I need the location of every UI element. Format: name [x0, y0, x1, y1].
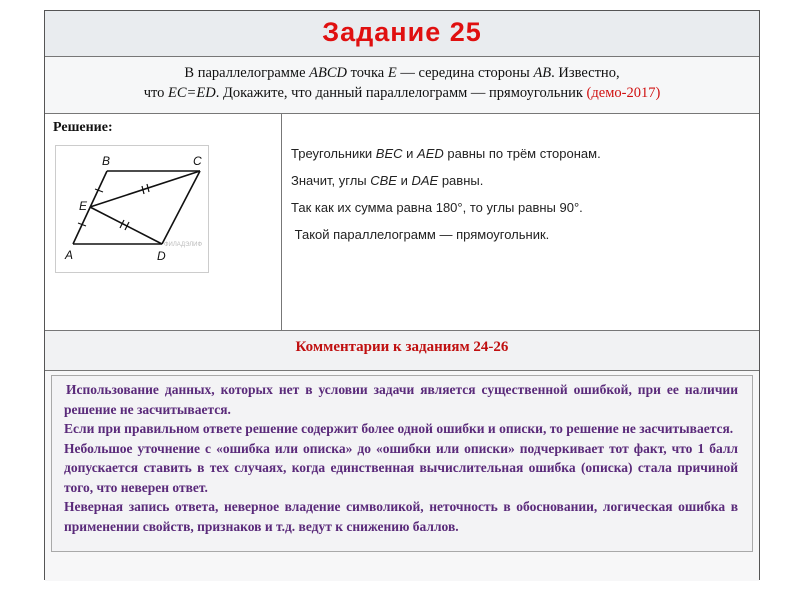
- solution-divider: [281, 114, 282, 330]
- solution-row: [45, 114, 759, 331]
- condition-line-1: В параллелограмме ABCD точка E — середина стороны AB. Известно,: [184, 65, 620, 81]
- parallelogram-figure: [55, 145, 209, 273]
- vertex-label-e: E: [79, 199, 88, 213]
- solution-line-4: Такой параллелограмм — прямоугольник.: [291, 227, 550, 242]
- comments-box: [51, 375, 753, 552]
- solution-label: Решение:: [53, 120, 113, 135]
- comments-heading: Комментарии к заданиям 24-26: [295, 339, 509, 355]
- segment-ed: [90, 207, 162, 244]
- vertex-label-d: D: [157, 249, 166, 263]
- figure-watermark: ФИЛАДЭЛИФ: [164, 242, 203, 248]
- solution-line-3: Так как их сумма равна 180°, то углы равны 90°.: [291, 200, 583, 215]
- comment-paragraph-3: Небольшое уточнение с «ошибка или описка» до «ошибки или описки» подчеркивает тот факт, что 1 балл допускается ставить в тех случаях, когда единственная вычислительная ошибка (описка) стала причиной того, что неверен ответ.: [64, 440, 738, 495]
- comments-text: [64, 380, 738, 536]
- comment-paragraph-1: Использование данных, которых нет в условии задачи является существенной ошибкой, при ее наличии решение не засчитывается.: [64, 382, 738, 417]
- comments-heading-row: [45, 331, 759, 371]
- comment-paragraph-4: Неверная запись ответа, неверное владение символикой, неточность в обосновании, логическая ошибка в применении свойств, признаков и т.д. ведут к снижению баллов.: [64, 499, 738, 534]
- vertex-label-b: B: [102, 154, 111, 168]
- solution-line-2: Значит, углы CBE и DAE равны.: [291, 173, 484, 188]
- solution-text: [291, 140, 601, 248]
- page-title: Задание 25: [322, 17, 482, 47]
- title-row: [45, 11, 759, 57]
- vertex-label-c: C: [193, 154, 202, 168]
- task-card: [44, 10, 760, 580]
- parallelogram-diagram: [56, 146, 208, 272]
- problem-statement: [45, 63, 759, 103]
- source-note: (демо-2017): [586, 85, 661, 101]
- condition-row: [45, 57, 759, 114]
- vertex-label-a: A: [65, 248, 74, 262]
- comment-paragraph-2: Если при правильном ответе решение содержит более одной ошибки и описки, то решение не засчитывается.: [64, 421, 734, 436]
- condition-line-2: что EC=ED. Докажите, что данный параллелограмм — прямоугольник (демо-2017): [143, 85, 661, 101]
- solution-line-1: Треугольники BEC и AED равны по трём сторонам.: [291, 146, 601, 161]
- comments-row: [45, 371, 759, 581]
